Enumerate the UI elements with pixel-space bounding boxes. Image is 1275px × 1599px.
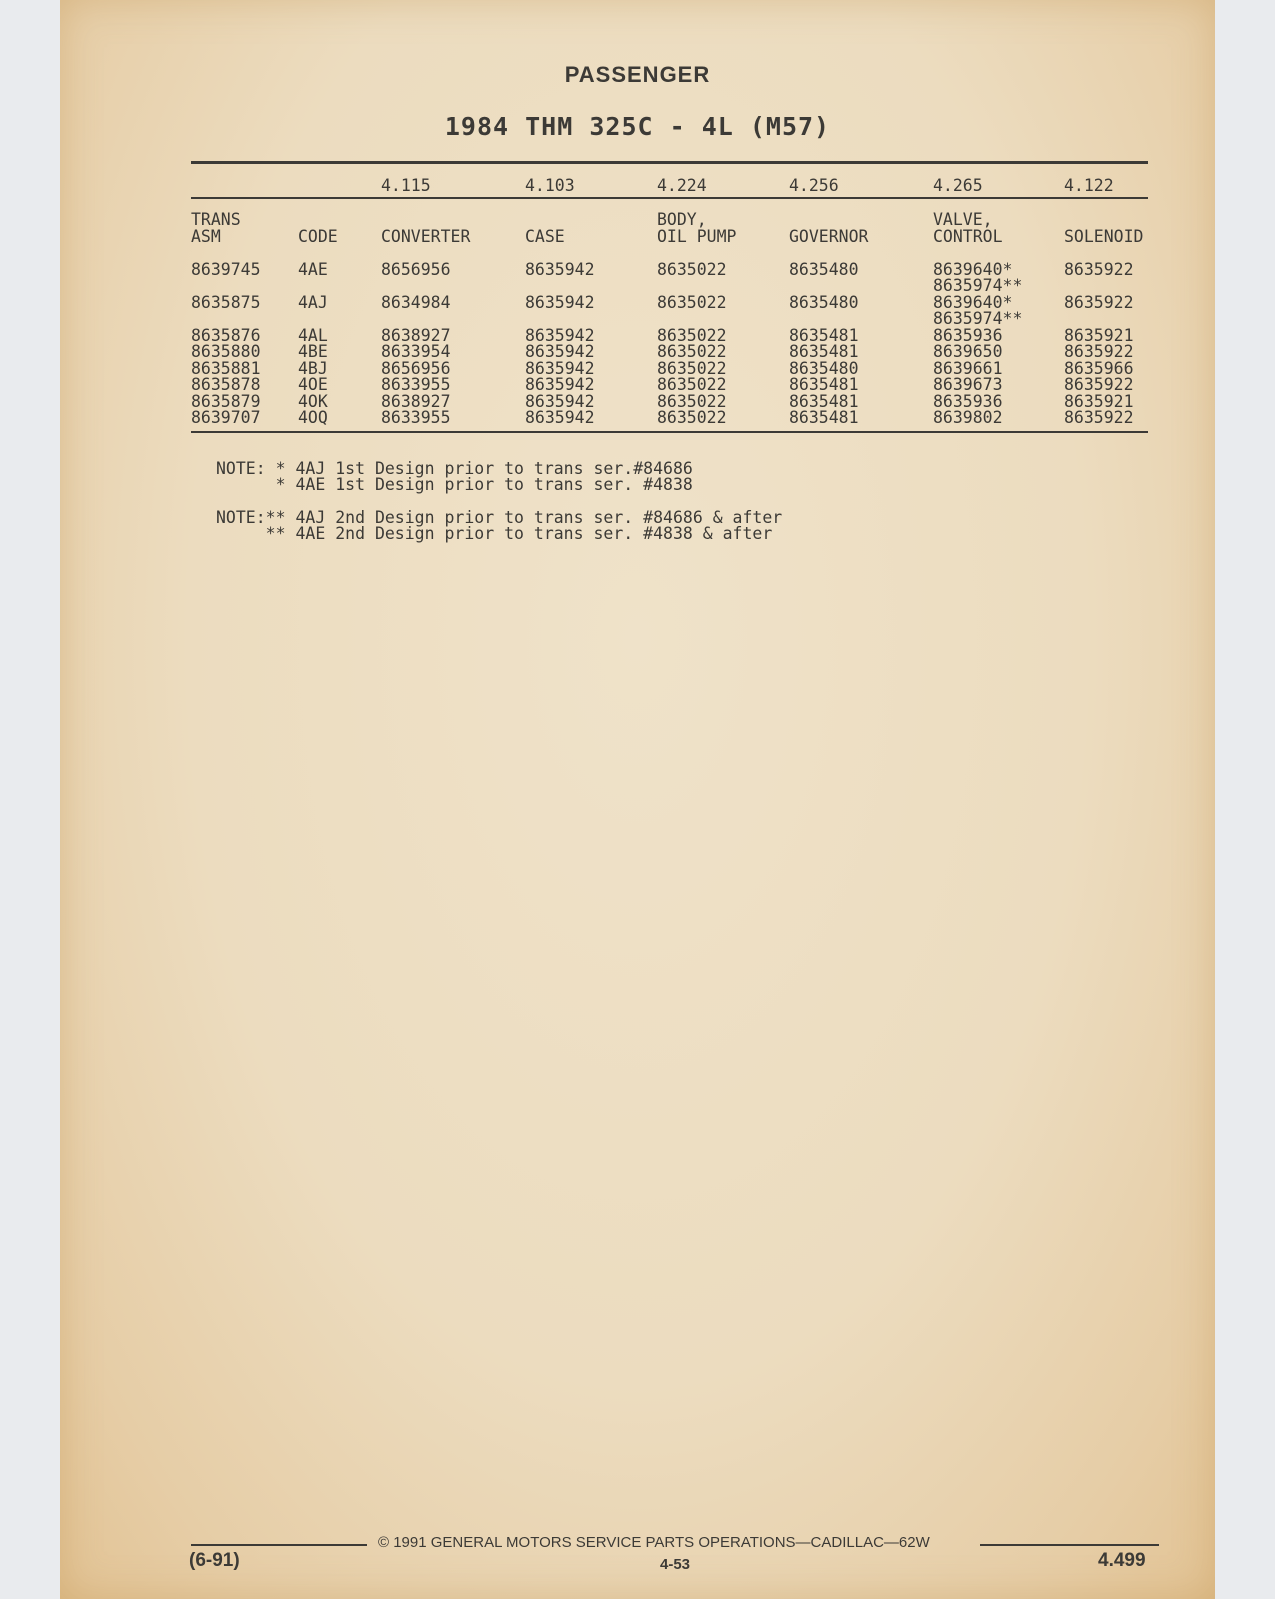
- table-cell-governor: 8635480: [789, 260, 859, 279]
- table-cell-converter: 8633955: [381, 408, 451, 427]
- table-cell-solenoid: 8635921: [1064, 392, 1134, 411]
- footer-page-number: 4-53: [660, 1556, 691, 1573]
- table-cell-valve-control: 8639640*: [933, 260, 1013, 279]
- table-cell-governor: 8635481: [789, 408, 859, 427]
- table-cell-oil-pump: 8635022: [657, 293, 727, 312]
- table-cell-case: 8635942: [525, 392, 595, 411]
- table-cell-case: 8635942: [525, 359, 595, 378]
- table-cell-code: 4AE: [298, 260, 328, 279]
- table-cell-oil-pump: 8635022: [657, 375, 727, 394]
- header-solenoid: SOLENOID: [1064, 227, 1144, 246]
- table-cell-oil-pump: 8635022: [657, 326, 727, 345]
- header-trans-asm-line1: TRANS: [191, 210, 241, 229]
- column-code-case: 4.103: [525, 176, 575, 195]
- footer-date-code: (6-91): [189, 1550, 240, 1571]
- column-code-converter: 4.115: [381, 176, 431, 195]
- table-cell-code: 4AL: [298, 326, 328, 345]
- table-header-rule: [191, 197, 1148, 199]
- table-cell-code: 4OK: [298, 392, 328, 411]
- note-line: NOTE: * 4AJ 1st Design prior to trans ser.#84686: [216, 459, 693, 478]
- note-line: ** 4AE 2nd Design prior to trans ser. #4838 & after: [216, 524, 773, 543]
- table-cell-governor: 8635481: [789, 342, 859, 361]
- column-code-oil-pump: 4.224: [657, 176, 707, 195]
- table-cell-oil-pump: 8635022: [657, 408, 727, 427]
- header-oil-pump-line1: BODY,: [657, 210, 707, 229]
- table-cell-solenoid: 8635922: [1064, 260, 1134, 279]
- table-cell-trans-asm: 8635879: [191, 392, 261, 411]
- table-cell-converter: 8656956: [381, 260, 451, 279]
- header-valve-control: CONTROL: [933, 227, 1003, 246]
- header-trans-asm: ASM: [191, 227, 221, 246]
- table-cell-governor: 8635480: [789, 293, 859, 312]
- table-top-rule: [191, 161, 1148, 164]
- table-cell-code: 4BJ: [298, 359, 328, 378]
- table-cell-case: 8635942: [525, 342, 595, 361]
- header-code: CODE: [298, 227, 338, 246]
- table-cell-solenoid: 8635922: [1064, 408, 1134, 427]
- table-cell-governor: 8635481: [789, 392, 859, 411]
- table-cell-trans-asm: 8639745: [191, 260, 261, 279]
- table-cell-valve-control: 8639673: [933, 375, 1003, 394]
- table-cell-trans-asm: 8635881: [191, 359, 261, 378]
- header-converter: CONVERTER: [381, 227, 471, 246]
- table-cell-converter: 8656956: [381, 359, 451, 378]
- table-cell-converter: 8634984: [381, 293, 451, 312]
- column-code-valve-control: 4.265: [933, 176, 983, 195]
- header-oil-pump: OIL PUMP: [657, 227, 737, 246]
- table-cell-code: 4OQ: [298, 408, 328, 427]
- column-code-governor: 4.256: [789, 176, 839, 195]
- table-cell-solenoid: 8635966: [1064, 359, 1134, 378]
- table-cell-trans-asm: 8635880: [191, 342, 261, 361]
- header-valve-control-line1: VALVE,: [933, 210, 993, 229]
- column-code-solenoid: 4.122: [1064, 176, 1114, 195]
- note-line: * 4AE 1st Design prior to trans ser. #4838: [216, 475, 693, 494]
- table-cell-converter: 8638927: [381, 392, 451, 411]
- table-cell-case: 8635942: [525, 326, 595, 345]
- table-cell-case: 8635942: [525, 408, 595, 427]
- table-cell-valve-control: 8639802: [933, 408, 1003, 427]
- table-cell-solenoid: 8635922: [1064, 293, 1134, 312]
- table-bottom-rule: [191, 431, 1148, 433]
- footer-rule-right: [980, 1544, 1159, 1546]
- table-cell-converter: 8633954: [381, 342, 451, 361]
- table-cell-valve-control: 8639661: [933, 359, 1003, 378]
- table-cell-valve-control: 8635974**: [933, 276, 1023, 295]
- table-cell-oil-pump: 8635022: [657, 342, 727, 361]
- table-cell-solenoid: 8635922: [1064, 342, 1134, 361]
- document-page: [60, 0, 1215, 1599]
- table-cell-trans-asm: 8635878: [191, 375, 261, 394]
- table-cell-code: 4OE: [298, 375, 328, 394]
- table-cell-governor: 8635481: [789, 375, 859, 394]
- table-cell-oil-pump: 8635022: [657, 392, 727, 411]
- table-cell-trans-asm: 8635875: [191, 293, 261, 312]
- table-cell-valve-control: 8635936: [933, 326, 1003, 345]
- table-cell-solenoid: 8635922: [1064, 375, 1134, 394]
- footer-copyright: © 1991 GENERAL MOTORS SERVICE PARTS OPERATIONS—CADILLAC—62W: [378, 1534, 930, 1551]
- header-governor: GOVERNOR: [789, 227, 869, 246]
- table-cell-case: 8635942: [525, 260, 595, 279]
- table-cell-governor: 8635480: [789, 359, 859, 378]
- table-cell-solenoid: 8635921: [1064, 326, 1134, 345]
- table-cell-valve-control: 8635936: [933, 392, 1003, 411]
- table-cell-oil-pump: 8635022: [657, 260, 727, 279]
- table-cell-valve-control: 8639640*: [933, 293, 1013, 312]
- footer-section-number: 4.499: [1098, 1550, 1146, 1571]
- table-cell-code: 4AJ: [298, 293, 328, 312]
- table-cell-oil-pump: 8635022: [657, 359, 727, 378]
- table-cell-governor: 8635481: [789, 326, 859, 345]
- table-cell-trans-asm: 8639707: [191, 408, 261, 427]
- table-cell-code: 4BE: [298, 342, 328, 361]
- table-cell-converter: 8638927: [381, 326, 451, 345]
- table-cell-case: 8635942: [525, 293, 595, 312]
- page-heading: PASSENGER: [564, 62, 711, 87]
- table-cell-valve-control: 8635974**: [933, 309, 1023, 328]
- note-line: NOTE:** 4AJ 2nd Design prior to trans ser. #84686 & after: [216, 508, 783, 527]
- table-cell-valve-control: 8639650: [933, 342, 1003, 361]
- table-cell-case: 8635942: [525, 375, 595, 394]
- header-case: CASE: [525, 227, 565, 246]
- table-cell-trans-asm: 8635876: [191, 326, 261, 345]
- table-cell-converter: 8633955: [381, 375, 451, 394]
- footer-rule-left: [191, 1544, 367, 1546]
- page-subheading: 1984 THM 325C - 4L (M57): [444, 112, 831, 141]
